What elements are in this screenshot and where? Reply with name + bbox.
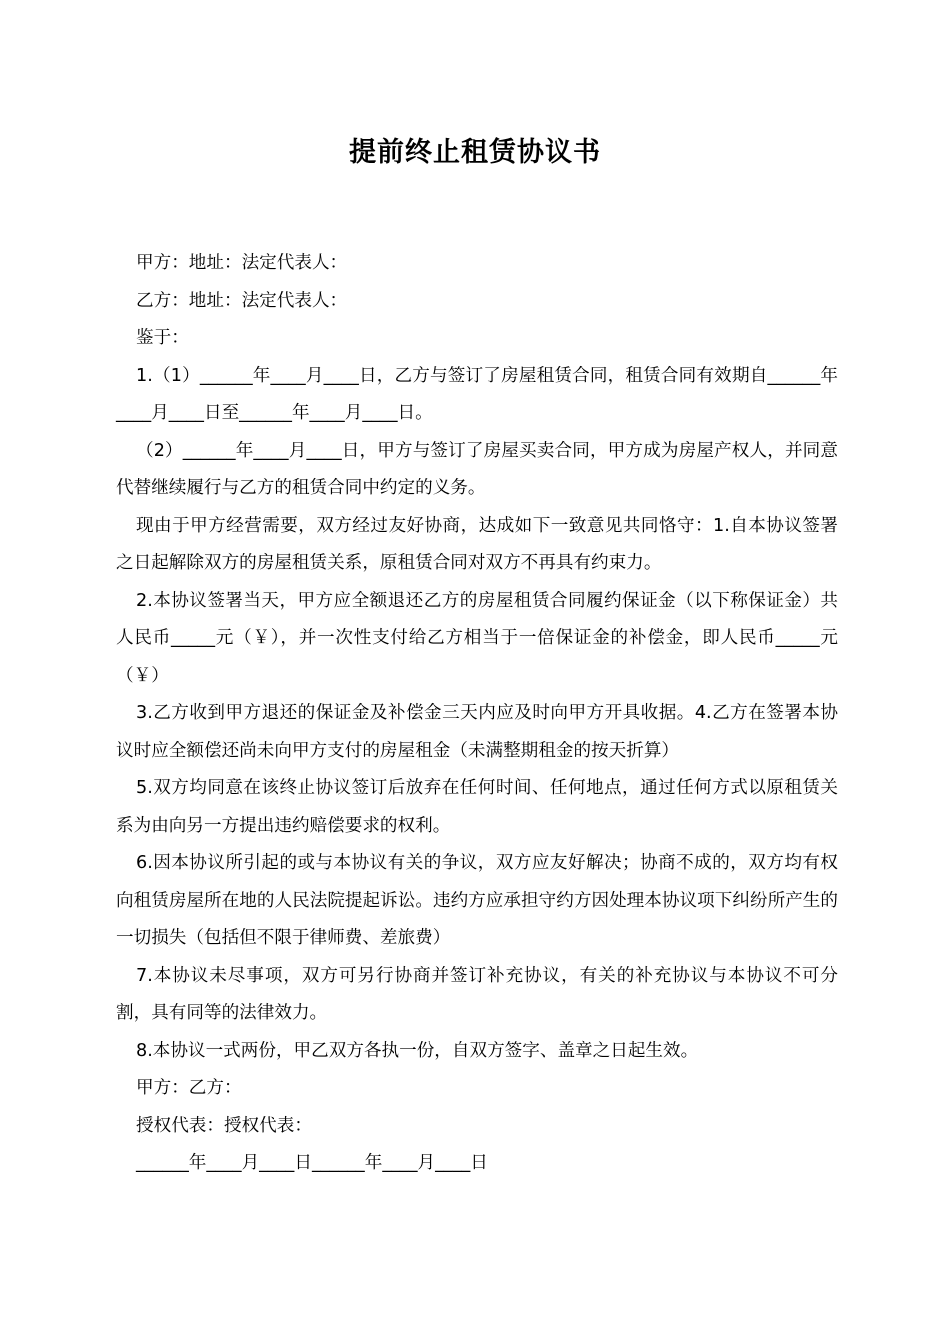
document-title: 提前终止租赁协议书 — [349, 137, 601, 168]
clause-1-2: （2）______年____月____日，甲方与签订了房屋买卖合同，甲方成为房屋产权人，并同意代替继续履行与乙方的租赁合同中约定的义务。 — [116, 440, 838, 498]
signature-parties: 甲方：乙方： — [136, 1078, 242, 1098]
party-b-line: 乙方：地址：法定代表人： — [136, 290, 348, 311]
clause-2: 2.本协议签署当天，甲方应全额退还乙方的房屋租赁合同履约保证金（以下称保证金）共人民币_____元（￥），并一次性支付给乙方相当于一倍保证金的补偿金，即人民币_____元（￥） — [116, 590, 838, 686]
clause-1-1: 1.（1）______年____月____日，乙方与签订了房屋租赁合同，租赁合同有效期自______年____月____日至______年____月____日。 — [116, 365, 838, 423]
whereas-heading: 鉴于： — [136, 328, 189, 348]
signature-representatives: 授权代表：授权代表： — [136, 1115, 312, 1136]
clause-6: 6.因本协议所引起的或与本协议有关的争议，双方应友好解决；协商不成的，双方均有权向租赁房屋所在地的人民法院提起诉讼。违约方应承担守约方因处理本协议项下纠纷所产生的一切损失（包括但不限于律师费、差旅费） — [116, 853, 838, 948]
clause-3-4: 3.乙方收到甲方退还的保证金及补偿金三天内应及时向甲方开具收据。4.乙方在签署本协议时应全额偿还尚未向甲方支付的房屋租金（未满整期租金的按天折算） — [116, 703, 838, 761]
signature-dates: ______年____月____日______年____月____日 — [136, 1153, 488, 1173]
clause-7: 7.本协议未尽事项，双方可另行协商并签订补充协议，有关的补充协议与本协议不可分割，具有同等的法律效力。 — [116, 965, 838, 1023]
party-a-line: 甲方：地址：法定代表人： — [136, 253, 348, 273]
clause-8: 8.本协议一式两份，甲乙双方各执一份，自双方签字、盖章之日起生效。 — [136, 1040, 699, 1061]
document-body — [116, 245, 838, 1183]
clause-5: 5.双方均同意在该终止协议签订后放弃在任何时间、任何地点，通过任何方式以原租赁关系为由向另一方提出违约赔偿要求的权利。 — [116, 778, 838, 836]
agreement-intro-clause-1: 现由于甲方经营需要，双方经过友好协商，达成如下一致意见共同恪守：1.自本协议签署之日起解除双方的房屋租赁关系，原租赁合同对双方不再具有约束力。 — [116, 515, 838, 573]
